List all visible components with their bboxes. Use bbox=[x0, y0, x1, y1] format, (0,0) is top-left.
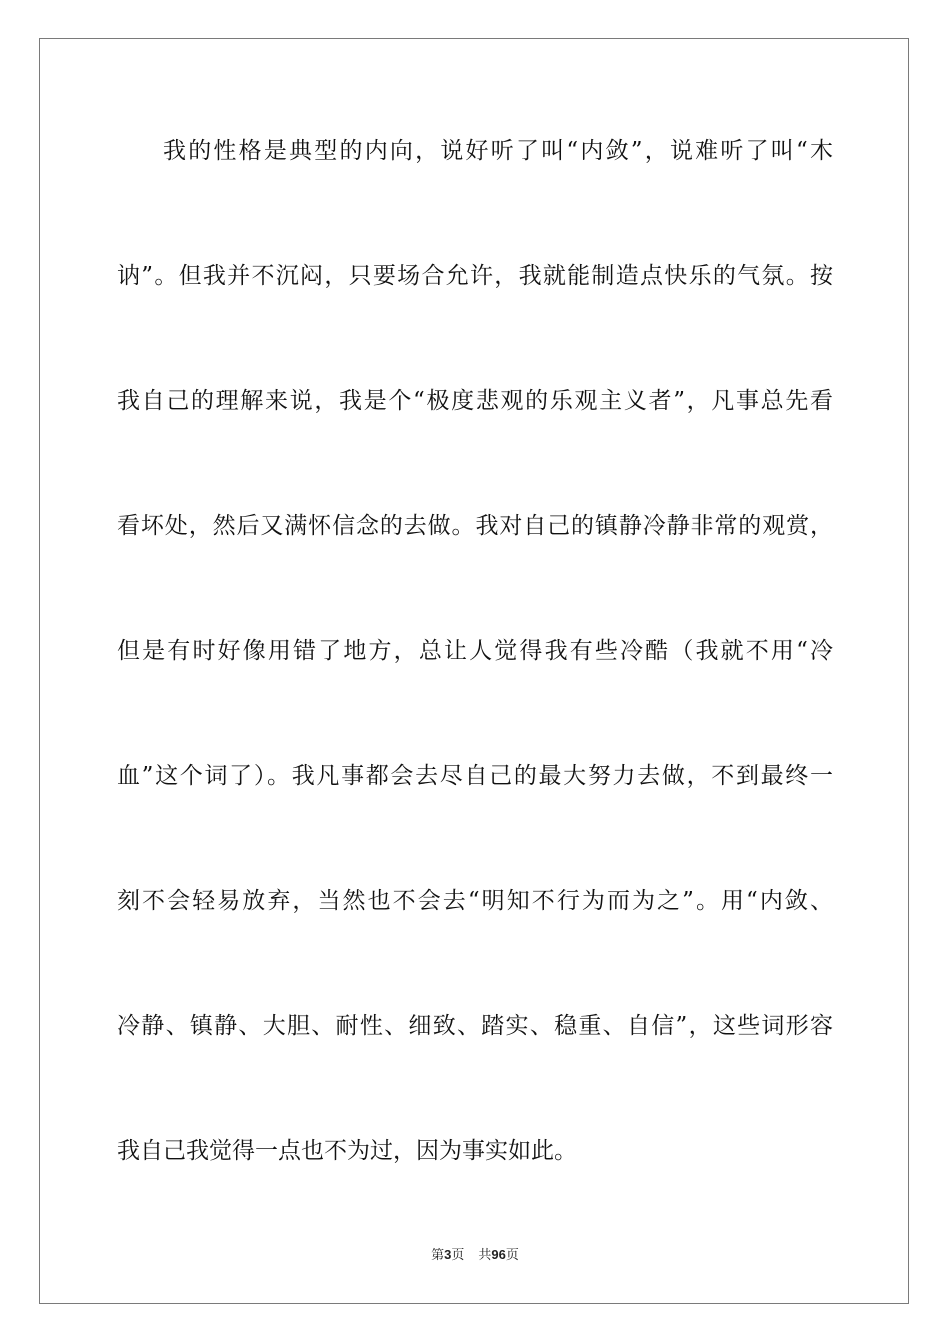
page-prefix: 第 bbox=[431, 1248, 445, 1263]
page-footer bbox=[0, 1246, 950, 1265]
text-line-4: 看坏处，然后又满怀信念的去做。我对自己的镇静冷静非常的观赏， bbox=[117, 513, 833, 539]
page-suffix: 页 bbox=[451, 1248, 465, 1263]
text-line-8: 冷静、镇静、大胆、耐性、细致、踏实、稳重、自信”，这些词形容 bbox=[117, 1013, 833, 1039]
text-line-3: 我自己的理解来说，我是个“极度悲观的乐观主义者”，凡事总先看 bbox=[117, 388, 833, 414]
total-prefix: 共 bbox=[478, 1248, 492, 1263]
text-line-6: 血”这个词了）。我凡事都会去尽自己的最大努力去做，不到最终一 bbox=[117, 763, 833, 789]
text-line-1: 我的性格是典型的内向，说好听了叫“内敛”，说难听了叫“木 bbox=[163, 138, 833, 164]
text-line-2: 讷”。但我并不沉闷，只要场合允许，我就能制造点快乐的气氛。按 bbox=[117, 263, 833, 289]
document-body bbox=[117, 123, 833, 1248]
page-number: 3 bbox=[444, 1247, 452, 1262]
text-line-7: 刻不会轻易放弃，当然也不会去“明知不行为而为之”。用“内敛、 bbox=[117, 888, 833, 914]
text-line-5: 但是有时好像用错了地方，总让人觉得我有些冷酷（我就不用“冷 bbox=[117, 638, 833, 664]
total-suffix: 页 bbox=[505, 1248, 519, 1263]
total-pages: 96 bbox=[491, 1247, 506, 1262]
text-line-9: 我自己我觉得一点也不为过，因为事实如此。 bbox=[117, 1138, 577, 1164]
